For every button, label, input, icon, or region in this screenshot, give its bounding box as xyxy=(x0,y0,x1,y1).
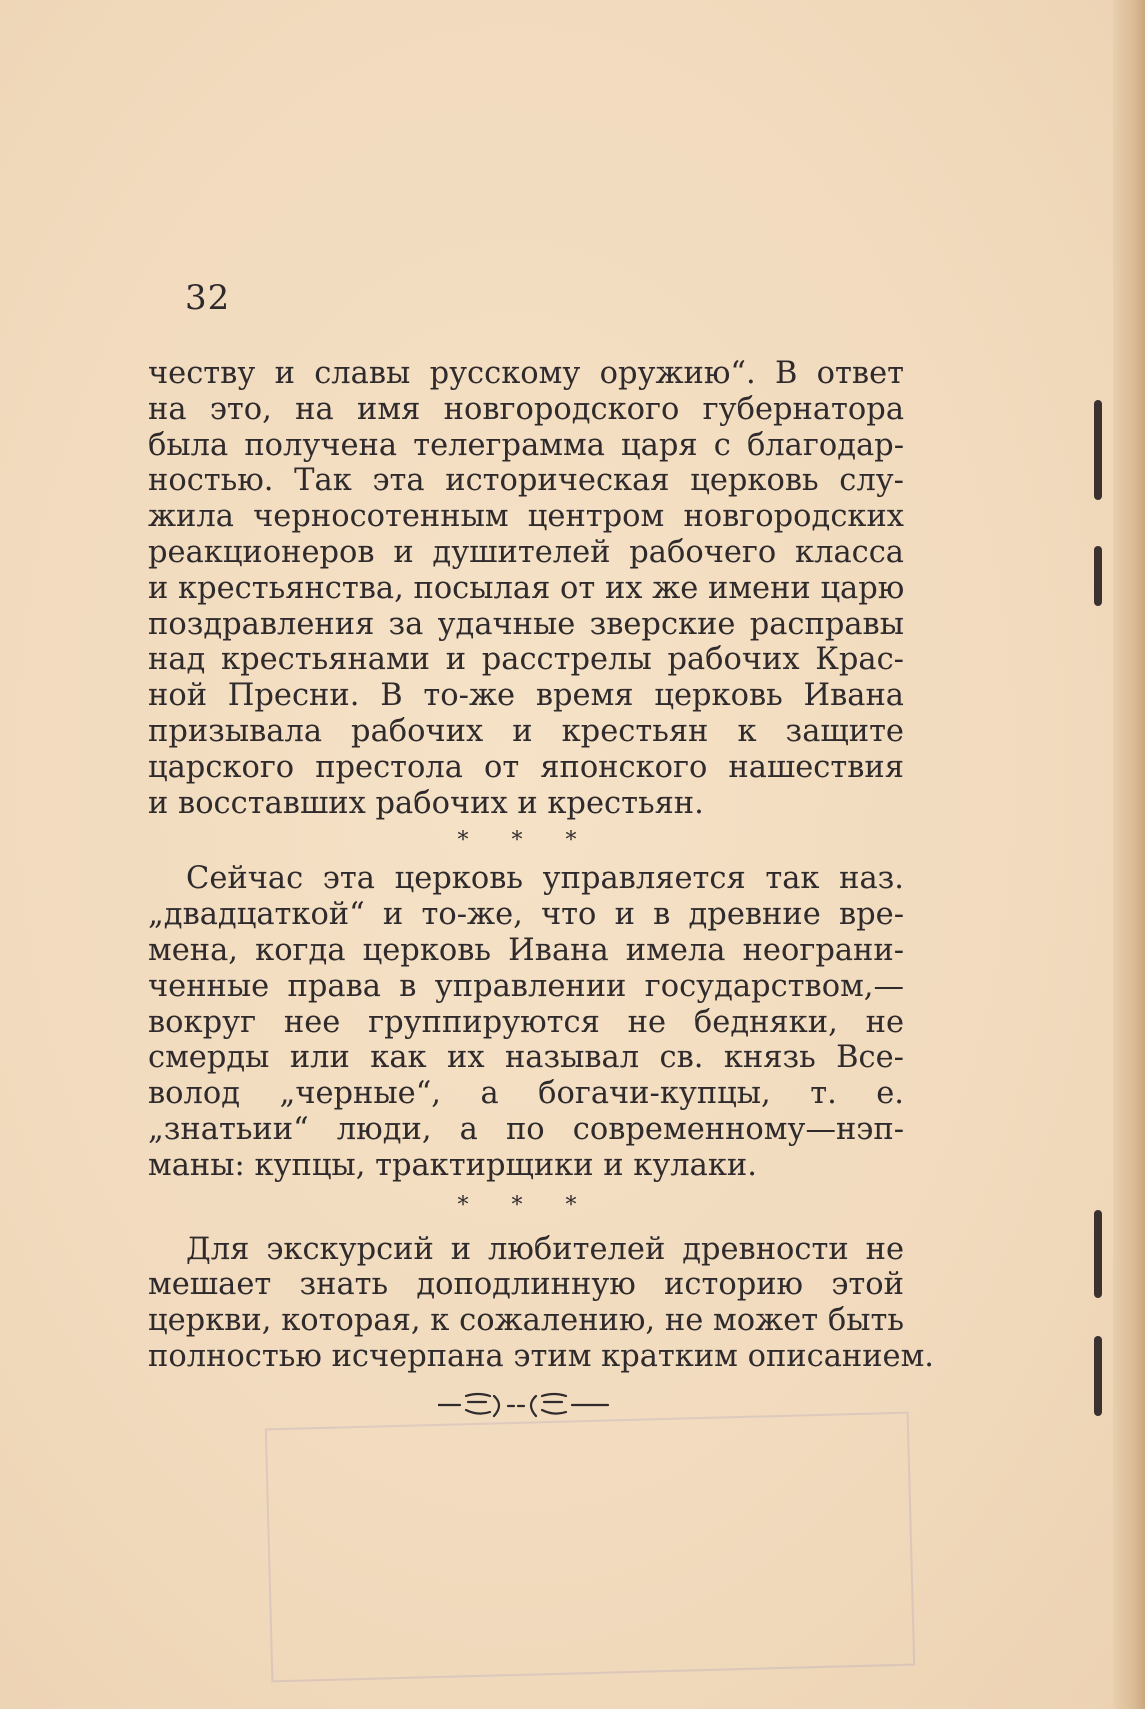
text-line: вокруг нее группируются не бедняки, не xyxy=(148,1004,904,1040)
asterism-text: * * * xyxy=(457,828,595,854)
paragraph-1 xyxy=(148,356,904,821)
text-line: полностью исчерпана этим кратким описанием. xyxy=(148,1338,935,1374)
asterism-separator xyxy=(148,821,904,861)
body-text xyxy=(148,356,935,1375)
binding-mark xyxy=(1094,546,1102,606)
text-line: над крестьянами и расстрелы рабочих Крас- xyxy=(148,642,904,678)
binding-mark xyxy=(1094,1210,1102,1298)
text-line: призывала рабочих и крестьян к защите xyxy=(148,713,904,749)
binding-mark xyxy=(1094,1336,1102,1416)
text-line: поздравления за удачные зверские расправы xyxy=(148,606,904,642)
text-line: ной Пресни. В то-же время церковь Ивана xyxy=(148,678,904,714)
text-line: царского престола от японского нашествия xyxy=(148,749,904,785)
asterism-text: * * * xyxy=(457,1192,595,1218)
ornament-icon xyxy=(438,1390,618,1420)
text-line: „знатьии“ люди, а по современному—нэп- xyxy=(148,1111,904,1147)
text-line: на это, на имя новгородского губернатора xyxy=(148,391,904,427)
text-line: ченные права в управлении государством,— xyxy=(148,968,904,1004)
text-line: и восставших рабочих и крестьян. xyxy=(148,785,704,821)
page-edge xyxy=(1113,0,1145,1709)
paragraph-3 xyxy=(148,1231,935,1375)
text-line: церкви, которая, к сожалению, не может быть xyxy=(148,1303,904,1339)
text-line: волод „черные“, а богачи-купцы, т. е. xyxy=(148,1076,904,1112)
text-line: маны: купцы, трактирщики и кулаки. xyxy=(148,1147,757,1183)
text-line: Сейчас эта церковь управляется так наз. xyxy=(186,861,904,897)
paragraph-2 xyxy=(148,861,904,1183)
text-line: „двадцаткой“ и то-же, что и в древние вре- xyxy=(148,897,904,933)
binding-mark xyxy=(1094,400,1102,500)
text-line: ностью. Так эта историческая церковь слу- xyxy=(148,463,904,499)
text-line: была получена телеграмма царя с благодар- xyxy=(148,427,904,463)
text-line: смерды или как их называл св. князь Все- xyxy=(148,1040,904,1076)
text-line: мешает знать доподлинную историю этой xyxy=(148,1267,904,1303)
text-line: Для экскурсий и любителей древности не xyxy=(186,1231,904,1267)
text-line: мена, когда церковь Ивана имела неограни- xyxy=(148,932,904,968)
text-line: честву и славы русскому оружию“. В ответ xyxy=(148,356,904,391)
asterism-separator xyxy=(148,1192,904,1232)
faded-stamp xyxy=(265,1412,915,1683)
text-line: реакционеров и душителей рабочего класса xyxy=(148,534,904,570)
page-number: 32 xyxy=(185,278,231,318)
text-line: и крестьянства, посылая от их же имени царю xyxy=(148,570,905,606)
text-line: жила черносотенным центром новгородских xyxy=(148,499,904,535)
